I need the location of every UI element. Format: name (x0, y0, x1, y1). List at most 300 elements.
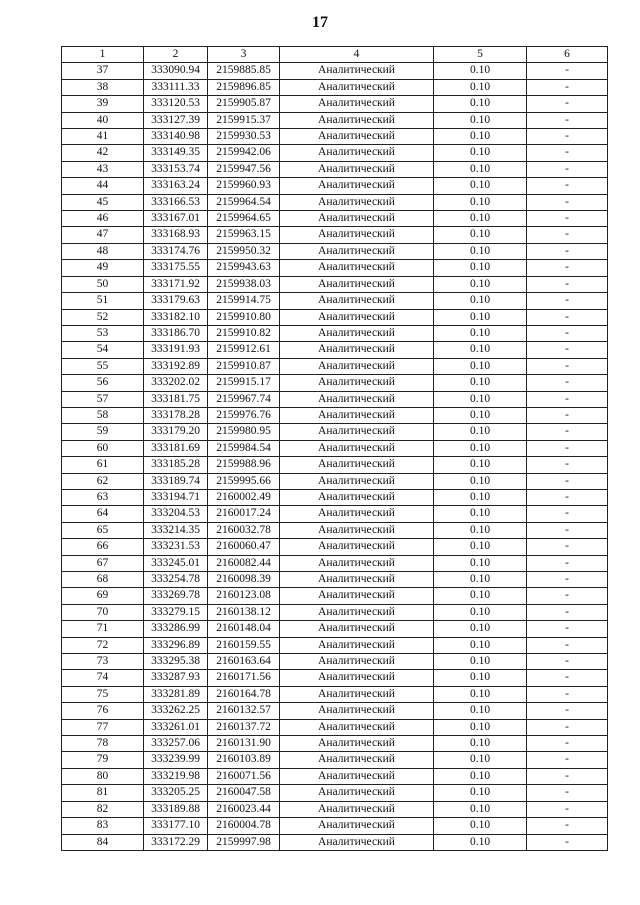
y-coordinate-cell: 2159943.63 (208, 260, 280, 276)
note-cell: - (527, 161, 608, 177)
x-coordinate-cell: 333163.24 (144, 178, 208, 194)
x-coordinate-cell: 333182.10 (144, 309, 208, 325)
accuracy-cell: 0.10 (434, 686, 527, 702)
table-row (62, 801, 608, 817)
y-coordinate-cell: 2160103.89 (208, 752, 280, 768)
note-cell: - (527, 325, 608, 341)
x-coordinate-cell: 333245.01 (144, 555, 208, 571)
method-cell: Аналитический (280, 211, 434, 227)
y-coordinate-cell: 2160047.58 (208, 785, 280, 801)
table-row (62, 440, 608, 456)
method-cell: Аналитический (280, 818, 434, 834)
accuracy-cell: 0.10 (434, 637, 527, 653)
accuracy-cell: 0.10 (434, 211, 527, 227)
accuracy-cell: 0.10 (434, 260, 527, 276)
accuracy-cell: 0.10 (434, 506, 527, 522)
point-number-cell: 76 (62, 703, 144, 719)
method-cell: Аналитический (280, 457, 434, 473)
point-number-cell: 57 (62, 391, 144, 407)
accuracy-cell: 0.10 (434, 621, 527, 637)
y-coordinate-cell: 2159963.15 (208, 227, 280, 243)
column-header: 5 (434, 47, 527, 63)
table-row (62, 818, 608, 834)
note-cell: - (527, 522, 608, 538)
point-number-cell: 78 (62, 736, 144, 752)
accuracy-cell: 0.10 (434, 309, 527, 325)
y-coordinate-cell: 2160023.44 (208, 801, 280, 817)
table-row (62, 358, 608, 374)
accuracy-cell: 0.10 (434, 801, 527, 817)
y-coordinate-cell: 2159964.65 (208, 211, 280, 227)
method-cell: Аналитический (280, 276, 434, 292)
y-coordinate-cell: 2159947.56 (208, 161, 280, 177)
table-row (62, 276, 608, 292)
note-cell: - (527, 686, 608, 702)
table-row (62, 703, 608, 719)
accuracy-cell: 0.10 (434, 555, 527, 571)
accuracy-cell: 0.10 (434, 112, 527, 128)
method-cell: Аналитический (280, 194, 434, 210)
method-cell: Аналитический (280, 768, 434, 784)
accuracy-cell: 0.10 (434, 63, 527, 79)
table-header (62, 47, 608, 63)
x-coordinate-cell: 333185.28 (144, 457, 208, 473)
x-coordinate-cell: 333295.38 (144, 654, 208, 670)
x-coordinate-cell: 333189.88 (144, 801, 208, 817)
accuracy-cell: 0.10 (434, 703, 527, 719)
point-number-cell: 68 (62, 572, 144, 588)
accuracy-cell: 0.10 (434, 539, 527, 555)
method-cell: Аналитический (280, 703, 434, 719)
y-coordinate-cell: 2160098.39 (208, 572, 280, 588)
table-row (62, 424, 608, 440)
accuracy-cell: 0.10 (434, 79, 527, 95)
note-cell: - (527, 768, 608, 784)
accuracy-cell: 0.10 (434, 670, 527, 686)
note-cell: - (527, 211, 608, 227)
note-cell: - (527, 227, 608, 243)
y-coordinate-cell: 2159905.87 (208, 96, 280, 112)
note-cell: - (527, 63, 608, 79)
table-row (62, 457, 608, 473)
table-row (62, 621, 608, 637)
y-coordinate-cell: 2159915.37 (208, 112, 280, 128)
point-number-cell: 54 (62, 342, 144, 358)
table-row (62, 243, 608, 259)
point-number-cell: 71 (62, 621, 144, 637)
note-cell: - (527, 424, 608, 440)
table-row (62, 654, 608, 670)
accuracy-cell: 0.10 (434, 719, 527, 735)
method-cell: Аналитический (280, 572, 434, 588)
x-coordinate-cell: 333281.89 (144, 686, 208, 702)
method-cell: Аналитический (280, 309, 434, 325)
x-coordinate-cell: 333168.93 (144, 227, 208, 243)
method-cell: Аналитический (280, 260, 434, 276)
note-cell: - (527, 293, 608, 309)
note-cell: - (527, 112, 608, 128)
x-coordinate-cell: 333261.01 (144, 719, 208, 735)
method-cell: Аналитический (280, 391, 434, 407)
column-header: 4 (280, 47, 434, 63)
method-cell: Аналитический (280, 342, 434, 358)
method-cell: Аналитический (280, 293, 434, 309)
x-coordinate-cell: 333205.25 (144, 785, 208, 801)
y-coordinate-cell: 2160004.78 (208, 818, 280, 834)
y-coordinate-cell: 2159914.75 (208, 293, 280, 309)
note-cell: - (527, 736, 608, 752)
note-cell: - (527, 260, 608, 276)
method-cell: Аналитический (280, 145, 434, 161)
accuracy-cell: 0.10 (434, 407, 527, 423)
y-coordinate-cell: 2159995.66 (208, 473, 280, 489)
method-cell: Аналитический (280, 801, 434, 817)
x-coordinate-cell: 333296.89 (144, 637, 208, 653)
point-number-cell: 80 (62, 768, 144, 784)
note-cell: - (527, 276, 608, 292)
y-coordinate-cell: 2160032.78 (208, 522, 280, 538)
method-cell: Аналитический (280, 670, 434, 686)
x-coordinate-cell: 333179.20 (144, 424, 208, 440)
accuracy-cell: 0.10 (434, 391, 527, 407)
method-cell: Аналитический (280, 325, 434, 341)
method-cell: Аналитический (280, 424, 434, 440)
x-coordinate-cell: 333254.78 (144, 572, 208, 588)
x-coordinate-cell: 333127.39 (144, 112, 208, 128)
y-coordinate-cell: 2159885.85 (208, 63, 280, 79)
x-coordinate-cell: 333269.78 (144, 588, 208, 604)
y-coordinate-cell: 2159942.06 (208, 145, 280, 161)
coordinates-table (61, 46, 608, 851)
note-cell: - (527, 539, 608, 555)
y-coordinate-cell: 2160071.56 (208, 768, 280, 784)
note-cell: - (527, 375, 608, 391)
note-cell: - (527, 407, 608, 423)
table-row (62, 145, 608, 161)
point-number-cell: 79 (62, 752, 144, 768)
note-cell: - (527, 752, 608, 768)
method-cell: Аналитический (280, 96, 434, 112)
x-coordinate-cell: 333262.25 (144, 703, 208, 719)
table-row (62, 719, 608, 735)
y-coordinate-cell: 2160137.72 (208, 719, 280, 735)
point-number-cell: 63 (62, 489, 144, 505)
x-coordinate-cell: 333175.55 (144, 260, 208, 276)
x-coordinate-cell: 333181.69 (144, 440, 208, 456)
y-coordinate-cell: 2160123.08 (208, 588, 280, 604)
x-coordinate-cell: 333189.74 (144, 473, 208, 489)
point-number-cell: 69 (62, 588, 144, 604)
table-row (62, 489, 608, 505)
point-number-cell: 41 (62, 129, 144, 145)
x-coordinate-cell: 333186.70 (144, 325, 208, 341)
note-cell: - (527, 79, 608, 95)
table-row (62, 637, 608, 653)
column-header: 1 (62, 47, 144, 63)
point-number-cell: 48 (62, 243, 144, 259)
accuracy-cell: 0.10 (434, 572, 527, 588)
y-coordinate-cell: 2160163.64 (208, 654, 280, 670)
point-number-cell: 83 (62, 818, 144, 834)
method-cell: Аналитический (280, 719, 434, 735)
point-number-cell: 75 (62, 686, 144, 702)
accuracy-cell: 0.10 (434, 227, 527, 243)
y-coordinate-cell: 2160017.24 (208, 506, 280, 522)
method-cell: Аналитический (280, 227, 434, 243)
method-cell: Аналитический (280, 129, 434, 145)
accuracy-cell: 0.10 (434, 818, 527, 834)
method-cell: Аналитический (280, 358, 434, 374)
y-coordinate-cell: 2159960.93 (208, 178, 280, 194)
x-coordinate-cell: 333166.53 (144, 194, 208, 210)
y-coordinate-cell: 2160159.55 (208, 637, 280, 653)
accuracy-cell: 0.10 (434, 358, 527, 374)
x-coordinate-cell: 333286.99 (144, 621, 208, 637)
y-coordinate-cell: 2159910.87 (208, 358, 280, 374)
table-row (62, 506, 608, 522)
accuracy-cell: 0.10 (434, 736, 527, 752)
y-coordinate-cell: 2159984.54 (208, 440, 280, 456)
point-number-cell: 40 (62, 112, 144, 128)
table-row (62, 768, 608, 784)
method-cell: Аналитический (280, 375, 434, 391)
table-row (62, 178, 608, 194)
note-cell: - (527, 440, 608, 456)
table-row (62, 834, 608, 850)
method-cell: Аналитический (280, 588, 434, 604)
accuracy-cell: 0.10 (434, 342, 527, 358)
y-coordinate-cell: 2159988.96 (208, 457, 280, 473)
table-row (62, 309, 608, 325)
point-number-cell: 84 (62, 834, 144, 850)
note-cell: - (527, 834, 608, 850)
note-cell: - (527, 621, 608, 637)
note-cell: - (527, 572, 608, 588)
accuracy-cell: 0.10 (434, 473, 527, 489)
accuracy-cell: 0.10 (434, 424, 527, 440)
x-coordinate-cell: 333167.01 (144, 211, 208, 227)
point-number-cell: 74 (62, 670, 144, 686)
note-cell: - (527, 129, 608, 145)
point-number-cell: 66 (62, 539, 144, 555)
y-coordinate-cell: 2159930.53 (208, 129, 280, 145)
x-coordinate-cell: 333219.98 (144, 768, 208, 784)
method-cell: Аналитический (280, 407, 434, 423)
point-number-cell: 72 (62, 637, 144, 653)
table-row (62, 293, 608, 309)
x-coordinate-cell: 333174.76 (144, 243, 208, 259)
x-coordinate-cell: 333140.98 (144, 129, 208, 145)
accuracy-cell: 0.10 (434, 654, 527, 670)
y-coordinate-cell: 2160138.12 (208, 604, 280, 620)
x-coordinate-cell: 333279.15 (144, 604, 208, 620)
point-number-cell: 50 (62, 276, 144, 292)
x-coordinate-cell: 333178.28 (144, 407, 208, 423)
table-row (62, 522, 608, 538)
table-row (62, 572, 608, 588)
table-row (62, 260, 608, 276)
method-cell: Аналитический (280, 161, 434, 177)
table-row (62, 325, 608, 341)
accuracy-cell: 0.10 (434, 145, 527, 161)
table-row (62, 211, 608, 227)
point-number-cell: 62 (62, 473, 144, 489)
table-row (62, 112, 608, 128)
accuracy-cell: 0.10 (434, 194, 527, 210)
y-coordinate-cell: 2159950.32 (208, 243, 280, 259)
accuracy-cell: 0.10 (434, 161, 527, 177)
accuracy-cell: 0.10 (434, 522, 527, 538)
method-cell: Аналитический (280, 440, 434, 456)
column-header: 3 (208, 47, 280, 63)
x-coordinate-cell: 333287.93 (144, 670, 208, 686)
note-cell: - (527, 489, 608, 505)
method-cell: Аналитический (280, 637, 434, 653)
method-cell: Аналитический (280, 63, 434, 79)
point-number-cell: 64 (62, 506, 144, 522)
method-cell: Аналитический (280, 489, 434, 505)
page-number: 17 (312, 14, 328, 31)
note-cell: - (527, 654, 608, 670)
table-row (62, 96, 608, 112)
method-cell: Аналитический (280, 112, 434, 128)
table-row (62, 79, 608, 95)
x-coordinate-cell: 333202.02 (144, 375, 208, 391)
x-coordinate-cell: 333120.53 (144, 96, 208, 112)
y-coordinate-cell: 2160132.57 (208, 703, 280, 719)
y-coordinate-cell: 2159910.80 (208, 309, 280, 325)
accuracy-cell: 0.10 (434, 96, 527, 112)
method-cell: Аналитический (280, 243, 434, 259)
method-cell: Аналитический (280, 79, 434, 95)
table-row (62, 129, 608, 145)
column-header: 6 (527, 47, 608, 63)
table-row (62, 342, 608, 358)
x-coordinate-cell: 333172.29 (144, 834, 208, 850)
table-body (62, 63, 608, 851)
table-row (62, 63, 608, 79)
note-cell: - (527, 391, 608, 407)
note-cell: - (527, 703, 608, 719)
method-cell: Аналитический (280, 473, 434, 489)
x-coordinate-cell: 333204.53 (144, 506, 208, 522)
y-coordinate-cell: 2160002.49 (208, 489, 280, 505)
note-cell: - (527, 194, 608, 210)
note-cell: - (527, 178, 608, 194)
note-cell: - (527, 457, 608, 473)
accuracy-cell: 0.10 (434, 752, 527, 768)
accuracy-cell: 0.10 (434, 457, 527, 473)
y-coordinate-cell: 2159967.74 (208, 391, 280, 407)
y-coordinate-cell: 2159976.76 (208, 407, 280, 423)
note-cell: - (527, 243, 608, 259)
point-number-cell: 53 (62, 325, 144, 341)
note-cell: - (527, 342, 608, 358)
y-coordinate-cell: 2159910.82 (208, 325, 280, 341)
table-row (62, 227, 608, 243)
point-number-cell: 52 (62, 309, 144, 325)
y-coordinate-cell: 2159964.54 (208, 194, 280, 210)
point-number-cell: 45 (62, 194, 144, 210)
method-cell: Аналитический (280, 555, 434, 571)
y-coordinate-cell: 2159896.85 (208, 79, 280, 95)
method-cell: Аналитический (280, 178, 434, 194)
point-number-cell: 56 (62, 375, 144, 391)
point-number-cell: 37 (62, 63, 144, 79)
point-number-cell: 51 (62, 293, 144, 309)
note-cell: - (527, 506, 608, 522)
y-coordinate-cell: 2160148.04 (208, 621, 280, 637)
table-row (62, 752, 608, 768)
y-coordinate-cell: 2160060.47 (208, 539, 280, 555)
table-row (62, 407, 608, 423)
point-number-cell: 67 (62, 555, 144, 571)
note-cell: - (527, 801, 608, 817)
method-cell: Аналитический (280, 785, 434, 801)
x-coordinate-cell: 333171.92 (144, 276, 208, 292)
column-header: 2 (144, 47, 208, 63)
point-number-cell: 46 (62, 211, 144, 227)
note-cell: - (527, 145, 608, 161)
x-coordinate-cell: 333191.93 (144, 342, 208, 358)
note-cell: - (527, 637, 608, 653)
accuracy-cell: 0.10 (434, 276, 527, 292)
accuracy-cell: 0.10 (434, 489, 527, 505)
x-coordinate-cell: 333153.74 (144, 161, 208, 177)
y-coordinate-cell: 2159997.98 (208, 834, 280, 850)
point-number-cell: 38 (62, 79, 144, 95)
note-cell: - (527, 588, 608, 604)
y-coordinate-cell: 2159938.03 (208, 276, 280, 292)
point-number-cell: 49 (62, 260, 144, 276)
note-cell: - (527, 604, 608, 620)
accuracy-cell: 0.10 (434, 440, 527, 456)
header-row (62, 47, 608, 63)
point-number-cell: 65 (62, 522, 144, 538)
point-number-cell: 77 (62, 719, 144, 735)
note-cell: - (527, 785, 608, 801)
point-number-cell: 82 (62, 801, 144, 817)
table-row (62, 604, 608, 620)
note-cell: - (527, 96, 608, 112)
y-coordinate-cell: 2159980.95 (208, 424, 280, 440)
point-number-cell: 47 (62, 227, 144, 243)
table-row (62, 670, 608, 686)
y-coordinate-cell: 2159912.61 (208, 342, 280, 358)
accuracy-cell: 0.10 (434, 243, 527, 259)
point-number-cell: 60 (62, 440, 144, 456)
table-row (62, 473, 608, 489)
table-row (62, 161, 608, 177)
note-cell: - (527, 358, 608, 374)
accuracy-cell: 0.10 (434, 785, 527, 801)
x-coordinate-cell: 333149.35 (144, 145, 208, 161)
method-cell: Аналитический (280, 736, 434, 752)
accuracy-cell: 0.10 (434, 293, 527, 309)
y-coordinate-cell: 2160082.44 (208, 555, 280, 571)
x-coordinate-cell: 333177.10 (144, 818, 208, 834)
point-number-cell: 59 (62, 424, 144, 440)
x-coordinate-cell: 333231.53 (144, 539, 208, 555)
method-cell: Аналитический (280, 752, 434, 768)
accuracy-cell: 0.10 (434, 178, 527, 194)
table-row (62, 686, 608, 702)
x-coordinate-cell: 333090.94 (144, 63, 208, 79)
method-cell: Аналитический (280, 686, 434, 702)
table-row (62, 391, 608, 407)
point-number-cell: 42 (62, 145, 144, 161)
note-cell: - (527, 555, 608, 571)
